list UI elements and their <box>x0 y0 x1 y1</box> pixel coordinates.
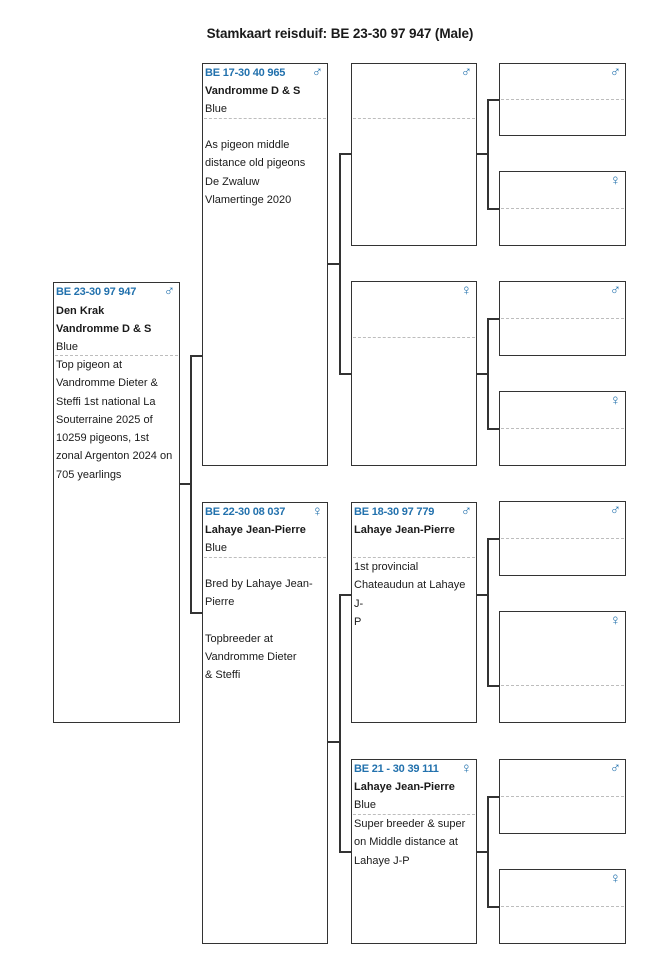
divider <box>501 538 624 539</box>
connector-line <box>339 594 341 852</box>
pedigree-card-gen4-2[interactable] <box>499 171 626 246</box>
male-icon: ♂ <box>609 64 621 81</box>
pigeon-notes: Super breeder & super on Middle distance at Lahaye J-P <box>354 818 466 867</box>
connector-line <box>487 796 499 798</box>
male-icon: ♂ <box>311 64 323 81</box>
connector-line <box>487 685 499 687</box>
connector-line <box>327 263 339 265</box>
pedigree-card-gen4-8[interactable] <box>499 869 626 944</box>
pigeon-notes: Bred by Lahaye Jean- Pierre Topbreeder at Vandromme Dieter & Steffi <box>205 578 313 682</box>
page-title: Stamkaart reisduif: BE 23-30 97 947 (Male) <box>206 26 474 41</box>
pigeon-color: Blue <box>205 542 228 554</box>
owner-name: Lahaye Jean-Pierre <box>354 781 455 793</box>
pigeon-name: Den Krak <box>56 305 105 317</box>
pedigree-card-gen4-5[interactable] <box>499 501 626 576</box>
connector-line <box>487 318 489 429</box>
divider <box>204 557 326 558</box>
pigeon-color: Blue <box>56 341 79 353</box>
divider <box>501 685 624 686</box>
connector-line <box>487 796 489 907</box>
connector-line <box>190 355 202 357</box>
female-icon: ♀ <box>609 172 621 189</box>
connector-line <box>190 355 192 613</box>
connector-line <box>487 99 499 101</box>
pigeon-notes: As pigeon middle distance old pigeons De Zwaluw Vlamertinge 2020 <box>205 139 306 206</box>
divider <box>501 428 624 429</box>
female-icon: ♀ <box>311 503 323 520</box>
pedigree-card-gen4-7[interactable] <box>499 759 626 834</box>
owner-name: Lahaye Jean-Pierre <box>354 524 455 536</box>
pigeon-notes: Top pigeon at Vandromme Dieter & Steffi 1st national La Souterraine 2025 of 10259 pigeons, 1st zonal Argenton 2024 on 705 yearlings <box>56 359 173 481</box>
divider <box>353 118 475 119</box>
connector-line <box>487 208 499 210</box>
connector-line <box>190 612 202 614</box>
connector-line <box>339 373 351 375</box>
ring-number: BE 22-30 08 037 <box>205 506 286 518</box>
female-icon: ♀ <box>609 392 621 409</box>
pigeon-color: Blue <box>205 103 228 115</box>
divider <box>501 208 624 209</box>
ring-number: BE 18-30 97 779 <box>354 506 435 518</box>
ring-number: BE 21 - 30 39 111 <box>354 763 439 775</box>
male-icon: ♂ <box>163 283 175 300</box>
connector-line <box>487 538 499 540</box>
connector-line <box>339 153 341 374</box>
male-icon: ♂ <box>460 503 472 520</box>
pedigree-card-sire-sire[interactable] <box>351 63 477 246</box>
connector-line <box>487 318 499 320</box>
female-icon: ♀ <box>609 612 621 629</box>
pigeon-color: Blue <box>354 799 377 811</box>
connector-line <box>487 906 499 908</box>
pedigree-card-dam-dam[interactable] <box>351 759 477 944</box>
pedigree-card-dam[interactable] <box>202 502 328 944</box>
connector-line <box>487 428 499 430</box>
divider <box>204 118 326 119</box>
male-icon: ♂ <box>609 502 621 519</box>
owner-name: Lahaye Jean-Pierre <box>205 524 306 536</box>
connector-line <box>487 99 489 209</box>
connector-line <box>339 594 351 596</box>
pedigree-card-gen4-6[interactable] <box>499 611 626 723</box>
female-icon: ♀ <box>460 282 472 299</box>
female-icon: ♀ <box>460 760 472 777</box>
connector-line <box>339 153 351 155</box>
male-icon: ♂ <box>609 760 621 777</box>
divider <box>501 318 624 319</box>
pedigree-card-gen4-3[interactable] <box>499 281 626 356</box>
ring-number: BE 23-30 97 947 <box>56 286 137 298</box>
connector-line <box>339 851 351 853</box>
ring-number: BE 17-30 40 965 <box>205 67 286 79</box>
divider <box>501 99 624 100</box>
pedigree-card-gen4-4[interactable] <box>499 391 626 466</box>
divider <box>501 906 624 907</box>
connector-line <box>487 538 489 686</box>
pedigree-card-dam-sire[interactable] <box>351 502 477 723</box>
pigeon-notes: 1st provincial Chateaudun at Lahaye J- P <box>354 561 466 628</box>
male-icon: ♂ <box>460 64 472 81</box>
female-icon: ♀ <box>609 870 621 887</box>
pedigree-card-sire-dam[interactable] <box>351 281 477 466</box>
pedigree-card-gen4-1[interactable] <box>499 63 626 136</box>
divider <box>353 337 475 338</box>
pedigree-card-sire[interactable] <box>202 63 328 466</box>
owner-name: Vandromme D & S <box>205 85 301 97</box>
owner-name: Vandromme D & S <box>56 323 152 335</box>
divider <box>501 796 624 797</box>
male-icon: ♂ <box>609 282 621 299</box>
pedigree-card-subject[interactable] <box>53 282 180 723</box>
